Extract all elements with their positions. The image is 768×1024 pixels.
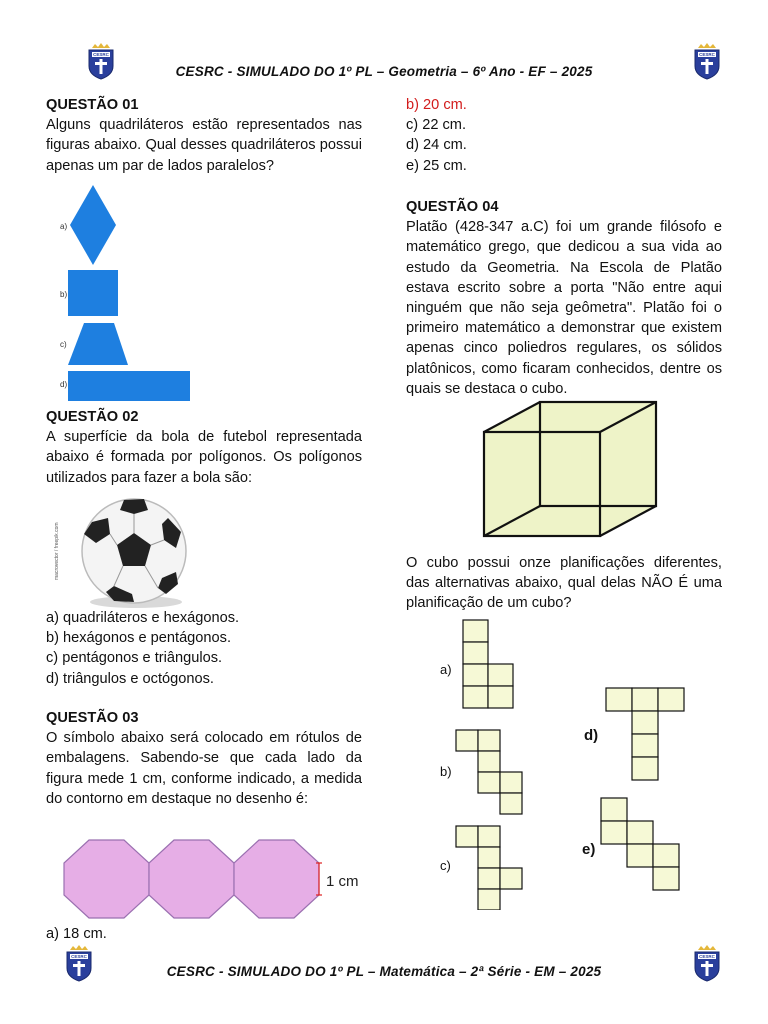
square-shape xyxy=(68,270,118,316)
svg-text:CESRC: CESRC xyxy=(699,52,715,57)
option-e[interactable]: e) 25 cm. xyxy=(406,157,467,174)
question-01 xyxy=(46,95,362,176)
option-b[interactable]: b) hexágonos e pentágonos. xyxy=(46,630,232,647)
option-c[interactable]: c) 22 cm. xyxy=(406,117,467,134)
quadrilaterals-figure xyxy=(56,183,196,403)
question-04-prompt: O cubo possui onze planificações diferentes, das alternativas abaixo, qual delas NÃO É uma planificação de um cubo? xyxy=(406,555,722,612)
figure-label-c: c) xyxy=(60,340,67,349)
net-d xyxy=(606,688,684,780)
question-03-text: O símbolo abaixo será colocado em rótulos de embalagens. Sabendo-se que cada lado da figura mede 1 cm, conforme indicado, a medida do contorno em destaque no desenho é: xyxy=(46,730,362,807)
figure-label-a: a) xyxy=(60,222,68,231)
question-02 xyxy=(46,407,362,488)
cube-figure xyxy=(482,400,658,540)
figure-label-d: d) xyxy=(60,380,68,389)
net-c xyxy=(456,826,522,910)
net-label-b: b) xyxy=(440,764,452,779)
question-01-text: Alguns quadriláteros estão representados nas figuras abaixo. Qual desses quadriláteros possui apenas um par de lados paralelos? xyxy=(46,117,362,174)
question-02-text: A superfície da bola de futebol representada abaixo é formada por polígonos. Os polígonos utilizados para fazer a bola são: xyxy=(46,429,362,486)
question-04 xyxy=(406,197,722,399)
question-03 xyxy=(46,708,362,809)
question-02-options xyxy=(46,608,362,689)
svg-text:CESRC: CESRC xyxy=(699,954,715,959)
question-04-text: Platão (428-347 a.C) foi um grande filósofo e matemático grego, que dedicou a sua vida ao estudo da Geometria. Na Escola de Platão estava escrito sobre a porta "Não entre aqui ninguém que não seja geômetra". Platão foi o primeiro matemático a demonstrar que existem apenas cinco poliedros regulares, os sólidos platônicos, como ficaram conhecidos, dentre os quais se destaca o cubo. xyxy=(406,219,722,397)
octagon-shape xyxy=(149,840,234,918)
option-a[interactable]: a) quadriláteros e hexágonos. xyxy=(46,610,240,626)
page-footer: CESRC - SIMULADO DO 1º PL – Matemática – 2ª Série - EM – 2025 xyxy=(166,964,602,979)
net-label-a: a) xyxy=(440,662,452,677)
octagon-shape xyxy=(64,840,149,918)
question-02-title: QUESTÃO 02 xyxy=(46,409,139,425)
option-d[interactable]: d) triângulos e octógonos. xyxy=(46,670,214,687)
option-a[interactable]: a) 18 cm. xyxy=(46,926,107,942)
option-b-correct[interactable]: b) 20 cm. xyxy=(406,97,467,113)
page-header: CESRC - SIMULADO DO 1º PL – Geometria – 6º Ano - EF – 2025 xyxy=(175,64,593,79)
option-c[interactable]: c) pentágonos e triângulos. xyxy=(46,650,223,667)
net-e xyxy=(601,798,679,890)
question-03-option-a-block xyxy=(46,924,362,944)
rectangle-shape xyxy=(68,371,190,401)
question-04-title: QUESTÃO 04 xyxy=(406,199,499,215)
question-03-options-continued xyxy=(406,95,722,176)
soccer-ball-image xyxy=(52,488,192,610)
option-d[interactable]: d) 24 cm. xyxy=(406,137,467,154)
net-label-d: d) xyxy=(584,727,599,744)
net-label-c: c) xyxy=(440,858,451,873)
figure-label-b: b) xyxy=(60,290,68,299)
net-b xyxy=(456,730,522,814)
question-03-title: QUESTÃO 03 xyxy=(46,710,139,726)
net-label-e: e) xyxy=(582,841,596,858)
octagon-shape xyxy=(234,840,319,918)
octagons-symbol-figure xyxy=(46,838,362,922)
image-credit: macrovector / freepik.com xyxy=(54,522,60,580)
net-a xyxy=(463,620,513,708)
svg-text:CESRC: CESRC xyxy=(93,52,109,57)
question-01-title: QUESTÃO 01 xyxy=(46,97,139,113)
rhombus-shape xyxy=(70,185,116,265)
svg-text:CESRC: CESRC xyxy=(71,954,87,959)
cube-nets-figure xyxy=(430,614,722,910)
measure-label: 1 cm xyxy=(326,873,359,890)
trapezoid-shape xyxy=(68,323,128,365)
